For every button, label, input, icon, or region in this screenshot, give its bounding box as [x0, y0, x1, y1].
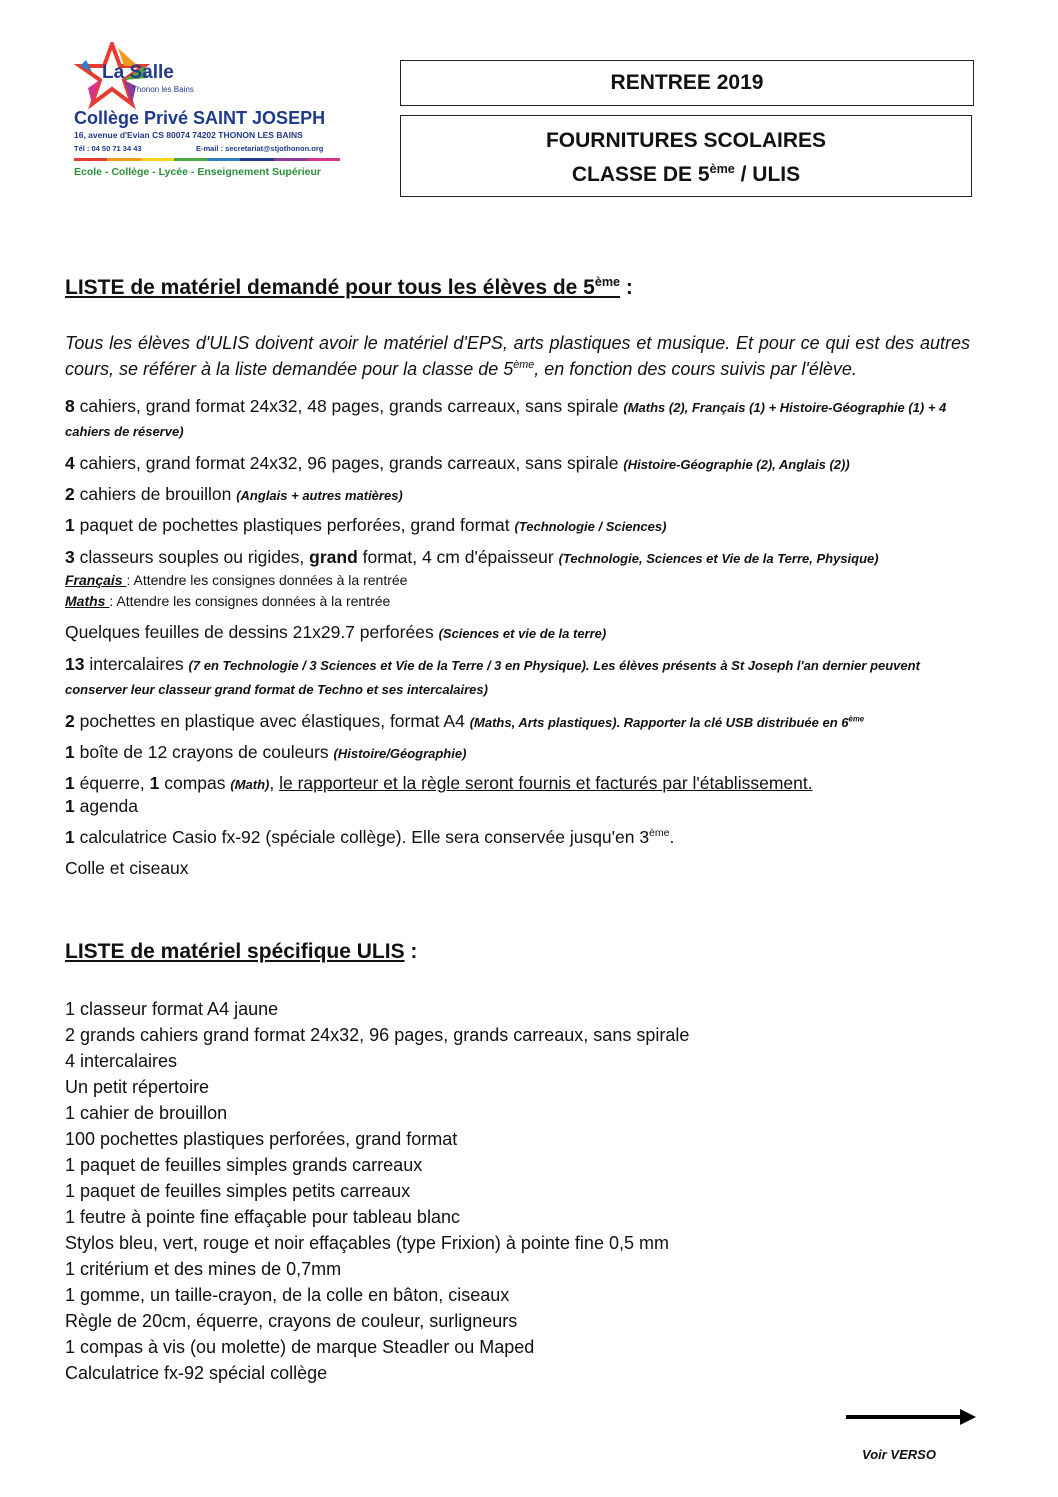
item-text: agenda [74, 796, 138, 816]
list-item: Stylos bleu, vert, rouge et noir effaçables (type Frixion) à pointe fine 0,5 mm [65, 1233, 669, 1253]
color-bar-segment [174, 158, 207, 161]
item-qty: 4 [65, 453, 75, 473]
list-item: Calculatrice fx-92 spécial collège [65, 1363, 328, 1383]
title-line2-sup: ème [709, 162, 735, 176]
intro-sup: ème [513, 359, 535, 371]
item-text: classeurs souples ou rigides, [74, 547, 310, 567]
list-item [65, 653, 970, 701]
list-item [65, 711, 970, 732]
item-text: Quelques feuilles de dessins 21x29.7 perforées [65, 622, 439, 642]
sub-note-label: Maths [65, 593, 110, 609]
item-text: cahiers, grand format 24x32, 48 pages, grands carreaux, sans spirale [74, 396, 624, 416]
list-item: 1 cahier de brouillon [65, 1103, 228, 1123]
list-item: Un petit répertoire [65, 1077, 210, 1097]
item-qty: 1 [65, 796, 75, 816]
item-note: (Histoire-Géographie (2), Anglais (2)) [623, 457, 850, 472]
sub-note-label: Français [65, 572, 127, 588]
item-text: Colle et ciseaux [65, 858, 189, 878]
logo-school-name: Collège Privé SAINT JOSEPH [74, 108, 326, 128]
logo-phone: Tél : 04 50 71 34 43 [74, 144, 142, 153]
list-item: 2 grands cahiers grand format 24x32, 96 pages, grands carreaux, sans spirale [65, 1025, 690, 1045]
item-text: équerre, [74, 773, 150, 793]
item-qty-2: 1 [149, 773, 160, 793]
intro-text: Tous les élèves d'ULIS doivent avoir le matériel d'EPS, arts plastiques et musique. Et pour ce qui est des autres cours, se référer à la liste demandée pour la classe de 5 [65, 333, 970, 379]
item-note: (Technologie, Sciences et Vie de la Terre, Physique) [558, 551, 879, 566]
title-line2 [401, 158, 971, 192]
item-note: (Histoire/Géographie) [333, 746, 467, 761]
section1-heading-pre: LISTE de matériel demandé pour tous les élèves de 5 [65, 276, 595, 299]
rentree-title: RENTREE 2019 [610, 71, 764, 94]
arrow-right-icon [846, 1406, 978, 1428]
rentree-box [400, 60, 974, 106]
list-item: 1 paquet de feuilles simples petits carreaux [65, 1181, 411, 1201]
item-text: paquet de pochettes plastiques perforées, grand format [74, 515, 515, 535]
sub-note-francais [65, 570, 970, 591]
item-note [470, 715, 864, 730]
item-qty: 1 [65, 515, 75, 535]
section2-heading [65, 940, 417, 964]
logo-color-bar [74, 158, 340, 161]
logo-levels: Ecole - Collège - Lycée - Enseignement Supérieur [74, 166, 322, 178]
item-underlined: le rapporteur et la règle seront fournis et facturés par l'établissement. [279, 773, 813, 793]
item-text: cahiers, grand format 24x32, 96 pages, grands carreaux, sans spirale [74, 453, 624, 473]
item-note: (Maths (2), Français (1) + Histoire-Géographie (1) + 4 cahiers de réserve) [65, 400, 947, 439]
list-item: Règle de 20cm, équerre, crayons de couleur, surligneurs [65, 1311, 518, 1331]
list-item [65, 773, 970, 794]
item-qty: 2 [65, 484, 75, 504]
list-item [65, 453, 970, 474]
color-bar-segment [141, 158, 174, 161]
item-note-sup: ème [848, 714, 865, 724]
school-logo [70, 42, 340, 192]
item-text-b: format, 4 cm d'épaisseur [357, 547, 559, 567]
item-text-post: . [669, 827, 675, 847]
color-bar-segment [240, 158, 273, 161]
item-qty: 1 [65, 742, 75, 762]
title-line1: FOURNITURES SCOLAIRES [545, 129, 826, 152]
item-qty: 1 [65, 773, 75, 793]
color-bar-segment [107, 158, 140, 161]
item-qty: 1 [65, 827, 75, 847]
sub-note-text: : Attendre les consignes données à la rentrée [126, 572, 408, 588]
logo-brand-sub: Thonon les Bains [132, 85, 194, 94]
section1-heading-sup: ème [594, 275, 621, 289]
list-item [65, 742, 970, 763]
item-sup: ème [649, 827, 670, 840]
item-bold: grand [309, 547, 358, 567]
section1-heading-text [65, 276, 620, 299]
list-item: 100 pochettes plastiques perforées, grand format [65, 1129, 458, 1149]
section1-heading [65, 276, 633, 300]
section2-heading-text: LISTE de matériel spécifique ULIS [65, 940, 405, 963]
item-text: intercalaires [84, 654, 189, 674]
sub-note-maths [65, 591, 970, 612]
item-text: calculatrice Casio fx-92 (spéciale collège). Elle sera conservée jusqu'en 3 [74, 827, 650, 847]
list-item: 1 critérium et des mines de 0,7mm [65, 1259, 342, 1279]
sub-note-text: : Attendre les consignes données à la rentrée [109, 593, 391, 609]
section1-intro [65, 330, 970, 382]
list-item [65, 484, 970, 505]
item-note-text: (Maths, Arts plastiques). Rapporter la clé USB distribuée en 6 [469, 715, 849, 730]
color-bar-segment [274, 158, 307, 161]
list-item: 1 paquet de feuilles simples grands carreaux [65, 1155, 423, 1175]
item-note: (Sciences et vie de la terre) [438, 626, 607, 641]
title-line2-text: CLASSE DE 5 [571, 163, 710, 186]
list-item: 1 gomme, un taille-crayon, de la colle en bâton, ciseaux [65, 1285, 510, 1305]
section1-list [65, 395, 970, 879]
item-text-b: compas [159, 773, 231, 793]
list-item: 4 intercalaires [65, 1051, 178, 1071]
logo-contact [74, 144, 340, 153]
section1-heading-post: : [620, 276, 633, 299]
list-item: 1 compas à vis (ou molette) de marque Steadler ou Maped [65, 1337, 535, 1357]
item-note: (Math) [230, 777, 270, 792]
list-item [65, 622, 970, 643]
item-note: (Technologie / Sciences) [514, 519, 667, 534]
title-line2-post: / ULIS [734, 163, 801, 186]
list-item [65, 796, 970, 817]
color-bar-segment [307, 158, 340, 161]
list-item [65, 827, 970, 848]
list-item: 1 feutre à pointe fine effaçable pour tableau blanc [65, 1207, 460, 1227]
list-item [65, 395, 970, 443]
item-text: pochettes en plastique avec élastiques, format A4 [74, 711, 470, 731]
color-bar-segment [207, 158, 240, 161]
title-box [400, 115, 972, 197]
list-item: 1 classeur format A4 jaune [65, 999, 279, 1019]
logo-brand: La Salle [102, 62, 174, 83]
item-qty: 13 [65, 654, 85, 674]
item-text-c: , [269, 773, 280, 793]
item-text: boîte de 12 crayons de couleurs [74, 742, 334, 762]
logo-email: E-mail : secretariat@stjothonon.org [196, 144, 324, 153]
item-text: cahiers de brouillon [74, 484, 237, 504]
logo-address: 16, avenue d'Evian CS 80074 74202 THONON LES BAINS [74, 130, 303, 140]
verso-note: Voir VERSO [862, 1447, 936, 1462]
list-item [65, 546, 970, 570]
item-qty: 3 [65, 547, 75, 567]
section2-heading-post: : [404, 940, 418, 963]
item-qty: 8 [65, 396, 75, 416]
item-qty: 2 [65, 711, 75, 731]
color-bar-segment [74, 158, 107, 161]
section2-list [65, 996, 689, 1386]
list-item [65, 858, 970, 879]
item-note: (Anglais + autres matières) [236, 488, 403, 503]
item-note: (7 en Technologie / 3 Sciences et Vie de la Terre / 3 en Physique). Les élèves présents à St Joseph l'an dernier peuvent conserver leur classeur grand format de Techno et ses intercalaires) [65, 658, 920, 697]
list-item [65, 515, 970, 536]
intro-text-post: , en fonction des cours suivis par l'élève. [534, 359, 857, 379]
